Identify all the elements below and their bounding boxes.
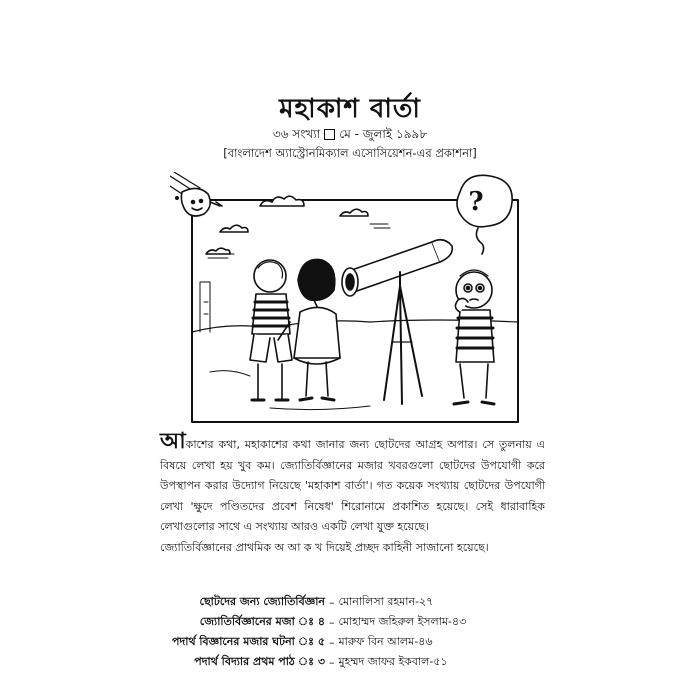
- cover-comic: [170, 172, 522, 424]
- intro-paragraph-1: কাশের কথা, মহাকাশের কথা জানার জন্য ছোটদের আগ্রহ অপার। সে তুলনায় এ বিষয়ে লেখা হয় খুব কম। জ্যোতির্বিজ্ঞানের মজার খবরগুলো ছোটদের উপযোগী করে উপস্থাপন করার উদ্যোগ নিয়েছে 'মহাকাশ বার্তা'। গত কয়েক সংখ্যায় ছোটদের উপযোগী লেখা 'ক্ষুদে পণ্ডিতদের প্রবেশ নিষেধ' শিরোনামে প্রকাশিত হয়েছে। সেই ধারাবাহিক লেখাগুলোর সাথে এ সংখ্যায় আরও একটি লেখা যুক্ত হয়েছে।: [160, 438, 545, 533]
- toc-row: [155, 592, 535, 612]
- table-of-contents: [155, 592, 535, 672]
- toc-separator: –: [329, 635, 335, 649]
- toc-author: মারুফ বিন আলম-৪৬: [338, 634, 433, 648]
- boy-figure: [250, 260, 292, 400]
- toc-row: [155, 612, 535, 632]
- publisher-line: [বাংলাদেশ অ্যাস্ট্রোনমিক্যাল এসোসিয়েশন-এর প্রকাশনা]: [223, 146, 477, 160]
- intro-text: [160, 429, 545, 558]
- toc-separator: –: [329, 595, 335, 609]
- cloud-icon: [206, 196, 390, 258]
- telescope-icon: [342, 240, 452, 404]
- toc-title: ছোটদের জন্য জ্যোতির্বিজ্ঞান: [199, 594, 325, 608]
- confused-boy-figure: [454, 270, 494, 404]
- issue-date: মে - জুলাই ১৯৯৮: [339, 127, 428, 141]
- toc-author: মোহাম্মদ জহিরুল ইসলাম-৪৩: [338, 614, 467, 628]
- toc-author: মোনালিসা রহমান-২৭: [338, 594, 434, 608]
- issue-number: ৩৬ সংখ্যা: [272, 127, 321, 141]
- box-separator-icon: [324, 129, 335, 140]
- toc-title: জ্যোতির্বিজ্ঞানের মজা ঃ ৪: [199, 614, 325, 628]
- toc-row: [155, 652, 535, 672]
- issue-line: [0, 126, 700, 146]
- toc-title: পদার্থ বিদ্যার প্রথম পাঠ ঃ ৩: [194, 654, 325, 668]
- toc-separator: –: [329, 615, 335, 629]
- comet-icon: [170, 172, 222, 216]
- intro-paragraph-2: জ্যোতির্বিজ্ঞানের প্রাথমিক অ আ ক খ দিয়েই প্রচ্ছদ কাহিনী সাজানো হয়েছে।: [160, 540, 489, 554]
- dropcap: আ: [160, 429, 186, 454]
- page-title: মহাকাশ বার্তা: [279, 94, 421, 124]
- thought-bubble-icon: [457, 175, 512, 254]
- question-mark-icon: ?: [468, 187, 484, 217]
- toc-separator: –: [329, 655, 335, 669]
- toc-row: [155, 632, 535, 652]
- toc-author: মুহম্মদ জাফর ইকবাল-৫১: [338, 654, 448, 668]
- toc-title: পদার্থ বিজ্ঞানের মজার ঘটনা ঃ ৫: [172, 634, 325, 648]
